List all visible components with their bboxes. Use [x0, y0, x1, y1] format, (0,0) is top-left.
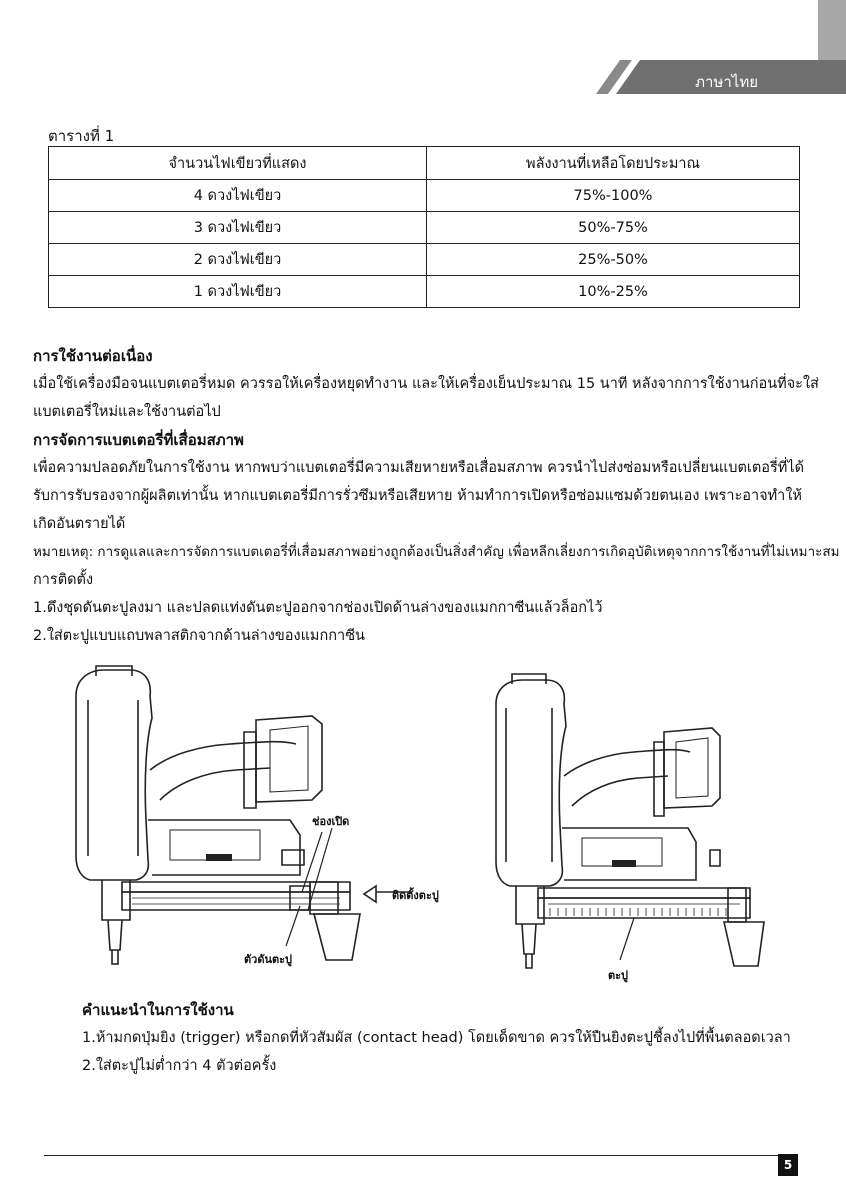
step-line: 1.ดึงชุดดันตะปูลงมา และปลดแท่งดันตะปูออกจากช่องเปิดด้านล่างของแมกกาซีนแล้วล็อกไว้	[33, 600, 603, 616]
paragraph-line: เกิดอันตรายได้	[33, 516, 126, 532]
continuous-use-heading: การใช้งานต่อเนื่อง	[33, 347, 153, 365]
battery-level-table	[48, 146, 800, 308]
table-cell: 75%-100%	[427, 180, 800, 212]
nailer-figure-left	[60, 660, 460, 990]
usage-tips-heading: คำแนะนำในการใช้งาน	[82, 1001, 234, 1019]
nailer-figure-right	[484, 670, 784, 990]
label-opening: ช่องเปิด	[312, 815, 350, 828]
language-tab	[596, 60, 846, 94]
paragraph-line: แบตเตอรี่ใหม่และใช้งานต่อไป	[33, 404, 221, 420]
damaged-battery-heading: การจัดการแบตเตอรี่ที่เสื่อมสภาพ	[33, 431, 244, 449]
table-caption: ตารางที่ 1	[48, 127, 115, 145]
damaged-battery-section	[33, 426, 840, 650]
continuous-use-section	[33, 342, 823, 426]
table-header-row	[49, 147, 800, 180]
step-line: 2.ใส่ตะปูแบบแถบพลาสติกจากด้านล่างของแมกกาซีน	[33, 628, 365, 644]
table-cell: 10%-25%	[427, 276, 800, 308]
footer-rule	[44, 1155, 796, 1156]
language-label: ภาษาไทย	[695, 73, 758, 91]
paragraph-line: เมื่อใช้เครื่องมือจนแบตเตอรี่หมด ควรรอให้เครื่องหยุดทำงาน และให้เครื่องเย็นประมาณ 15 นาที หลังจากการใช้งานก่อนที่จะใส่	[33, 376, 819, 392]
nailer-illustration	[60, 660, 460, 990]
table-row	[49, 212, 800, 244]
table-cell: 3 ดวงไฟเขียว	[49, 212, 427, 244]
usage-tips-section	[82, 996, 822, 1080]
note-line: หมายเหตุ: การดูแลและการจัดการแบตเตอรี่ที่เสื่อมสภาพอย่างถูกต้องเป็นสิ่งสำคัญ เพื่อหลีกเลี่ยงการเกิดอุบัติเหตุจากการใช้งานที่ไม่เหมาะสม	[33, 544, 840, 560]
tip-line: 2.ใส่ตะปูไม่ต่ำกว่า 4 ตัวต่อครั้ง	[82, 1058, 277, 1074]
table-cell: 1 ดวงไฟเขียว	[49, 276, 427, 308]
table-row	[49, 180, 800, 212]
page-number: 5	[778, 1154, 798, 1176]
paragraph-line: รับการรับรองจากผู้ผลิตเท่านั้น หากแบตเตอรี่มีการรั่วซึมหรือเสียหาย ห้ามทำการเปิดหรือซ่อมแซมด้วยตนเอง เพราะอาจทำให้	[33, 488, 802, 504]
table-row	[49, 276, 800, 308]
table-cell: 50%-75%	[427, 212, 800, 244]
tip-line: 1.ห้ามกดปุ่มยิง (trigger) หรือกดที่หัวสัมผัส (contact head) โดยเด็ดขาด ควรให้ปืนยิงตะปูชี้ลงไปที่พื้นตลอดเวลา	[82, 1030, 791, 1046]
table-cell: 2 ดวงไฟเขียว	[49, 244, 427, 276]
nailer-illustration	[484, 670, 784, 990]
table-cell: 4 ดวงไฟเขียว	[49, 180, 427, 212]
table-row	[49, 244, 800, 276]
installation-heading: การติดตั้ง	[33, 572, 94, 588]
label-install-nails: ติดตั้งตะปู	[392, 889, 439, 902]
table-cell: 25%-50%	[427, 244, 800, 276]
column-header-leds: จำนวนไฟเขียวที่แสดง	[49, 147, 427, 180]
label-nail-pusher: ตัวดันตะปู	[244, 953, 293, 966]
label-nails: ตะปู	[608, 969, 629, 982]
paragraph-line: เพื่อความปลอดภัยในการใช้งาน หากพบว่าแบตเตอรี่มีความเสียหายหรือเสื่อมสภาพ ควรนำไปส่งซ่อมหรือเปลี่ยนแบตเตอรี่ที่ได้	[33, 460, 805, 476]
column-header-power: พลังงานที่เหลือโดยประมาณ	[427, 147, 800, 180]
corner-accent-bar	[818, 0, 846, 60]
